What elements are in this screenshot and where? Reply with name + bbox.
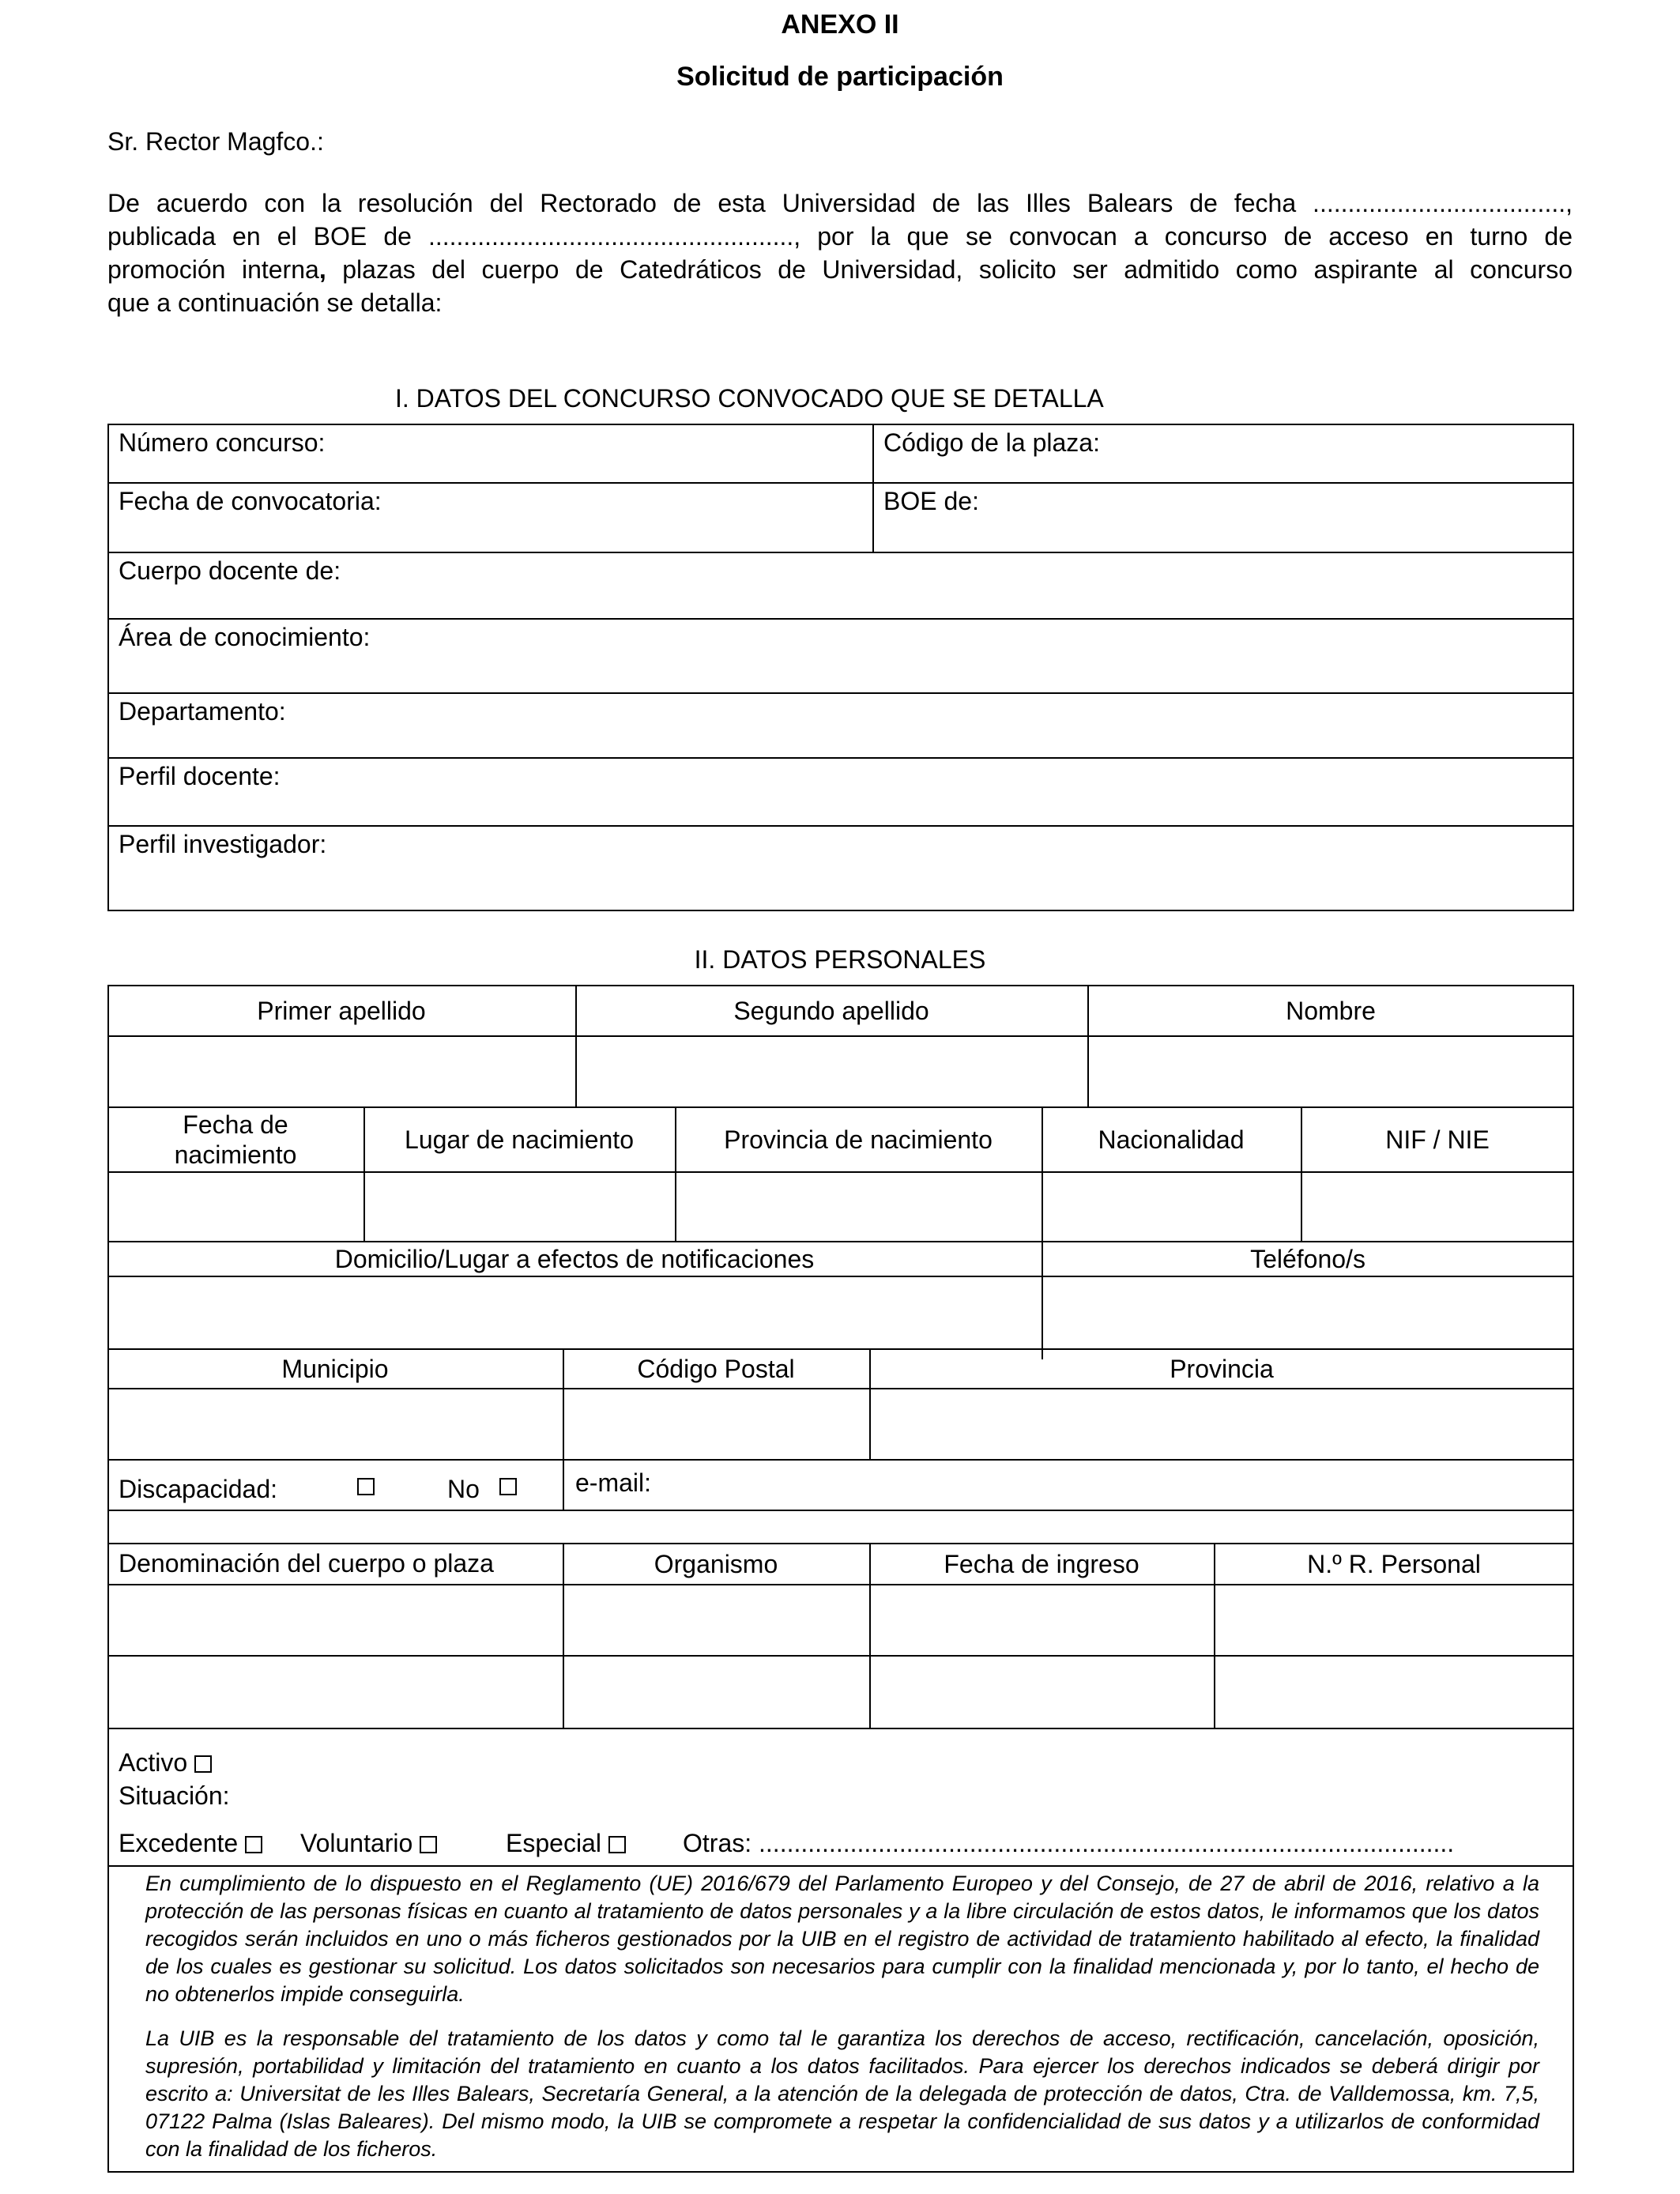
nro-personal-input-1[interactable] <box>1215 1585 1573 1653</box>
departamento-field[interactable]: Departamento: <box>119 697 286 726</box>
fecha-ingreso-input-1[interactable] <box>871 1585 1212 1653</box>
salutation: Sr. Rector Magfco.: <box>107 127 324 156</box>
perfil-investigador-field[interactable]: Perfil investigador: <box>119 830 327 858</box>
organismo-input-1[interactable] <box>564 1585 868 1653</box>
nro-personal-header: N.º R. Personal <box>1307 1550 1481 1578</box>
codigo-postal-input[interactable] <box>564 1389 868 1457</box>
divider <box>107 552 1574 553</box>
form-subtitle: Solicitud de participación <box>676 62 1004 92</box>
fecha-ingreso-input-2[interactable] <box>871 1657 1212 1726</box>
denominacion-input-1[interactable] <box>109 1585 561 1653</box>
primer-apellido-input[interactable] <box>109 1037 574 1105</box>
municipio-header: Municipio <box>281 1355 389 1383</box>
telefono-header: Teléfono/s <box>1250 1245 1365 1273</box>
divider <box>872 424 874 553</box>
numero-concurso-field[interactable]: Número concurso: <box>119 428 326 457</box>
area-conocimiento-field[interactable]: Área de conocimiento: <box>119 623 371 651</box>
nro-personal-input-2[interactable] <box>1215 1657 1573 1726</box>
email-field[interactable]: e-mail: <box>575 1468 652 1497</box>
activo-option <box>119 1748 212 1777</box>
divider <box>107 482 1574 484</box>
section-1-title: I. DATOS DEL CONCURSO CONVOCADO QUE SE DETALLA <box>395 384 1104 413</box>
fecha-nacimiento-line-2: nacimiento <box>174 1140 297 1169</box>
organismo-header: Organismo <box>654 1550 778 1578</box>
divider <box>107 692 1574 694</box>
lugar-nacimiento-input[interactable] <box>365 1173 673 1239</box>
segundo-apellido-header: Segundo apellido <box>733 997 929 1025</box>
divider <box>563 1459 564 1510</box>
section-2-title: II. DATOS PERSONALES <box>694 945 986 974</box>
divider <box>107 1510 1574 1511</box>
provincia-nacimiento-input[interactable] <box>676 1173 1040 1239</box>
provincia-nacimiento-header: Provincia de nacimiento <box>724 1125 993 1154</box>
denominacion-input-2[interactable] <box>109 1657 561 1726</box>
especial-option <box>506 1829 626 1858</box>
nacionalidad-header: Nacionalidad <box>1098 1125 1245 1154</box>
telefono-input[interactable] <box>1043 1277 1573 1347</box>
legal-paragraph-2 <box>145 2025 1539 2163</box>
voluntario-label: Voluntario <box>300 1829 413 1857</box>
intro-line-3-c: plazas del cuerpo de Catedráticos de Universidad, solicito ser admitido como aspirante al concurso <box>326 255 1573 284</box>
denominacion-header: Denominación del cuerpo o plaza <box>119 1549 494 1578</box>
nacionalidad-input[interactable] <box>1043 1173 1299 1239</box>
nif-nie-header: NIF / NIE <box>1385 1125 1490 1154</box>
intro-line-2: publicada en el BOE de ...................................................., por la que se convocan a concurso de acceso en turno de <box>107 222 1573 251</box>
discapacidad-label: Discapacidad: <box>119 1475 277 1503</box>
activo-label: Activo <box>119 1748 188 1777</box>
organismo-input-2[interactable] <box>564 1657 868 1726</box>
provincia-input[interactable] <box>871 1389 1573 1457</box>
codigo-plaza-field[interactable]: Código de la plaza: <box>883 428 1100 457</box>
divider <box>107 825 1574 827</box>
divider <box>107 1459 1574 1461</box>
intro-line-1: De acuerdo con la resolución del Rectorado de esta Universidad de las Illes Balears de fecha ...................................., <box>107 189 1573 217</box>
voluntario-checkbox[interactable] <box>420 1836 437 1853</box>
intro-line-3-b: , <box>318 255 326 284</box>
perfil-docente-field[interactable]: Perfil docente: <box>119 762 281 790</box>
discapacidad-si-checkbox[interactable] <box>357 1478 375 1495</box>
legal-paragraph-1 <box>145 1870 1539 2008</box>
fecha-nacimiento-header <box>107 1108 363 1171</box>
lugar-nacimiento-header: Lugar de nacimiento <box>405 1125 634 1154</box>
fecha-ingreso-header: Fecha de ingreso <box>944 1550 1139 1578</box>
discapacidad-no-label: No <box>447 1475 480 1503</box>
fecha-nacimiento-line-1: Fecha de <box>183 1110 288 1139</box>
boe-field[interactable]: BOE de: <box>883 487 979 515</box>
excedente-option <box>119 1829 262 1858</box>
codigo-postal-header: Código Postal <box>637 1355 795 1383</box>
domicilio-header: Domicilio/Lugar a efectos de notificaciones <box>334 1245 815 1273</box>
intro-line-3 <box>107 253 1573 286</box>
especial-label: Especial <box>506 1829 601 1857</box>
divider <box>107 618 1574 620</box>
excedente-checkbox[interactable] <box>245 1836 262 1853</box>
fecha-convocatoria-field[interactable]: Fecha de convocatoria: <box>119 487 382 515</box>
voluntario-option <box>300 1829 437 1858</box>
divider <box>107 1728 1574 1729</box>
activo-checkbox[interactable] <box>194 1755 212 1773</box>
cuerpo-docente-field[interactable]: Cuerpo docente de: <box>119 556 341 585</box>
domicilio-input[interactable] <box>109 1277 1040 1347</box>
divider <box>107 1865 1574 1867</box>
provincia-header: Provincia <box>1170 1355 1274 1383</box>
intro-line-4: que a continuación se detalla: <box>107 288 443 317</box>
municipio-input[interactable] <box>109 1389 561 1457</box>
annex-title: ANEXO II <box>781 9 899 40</box>
intro-line-3-a: promoción interna <box>107 255 319 284</box>
legal-paragraph-2-text: La UIB es la responsable del tratamiento de los datos y como tal le garantiza los derechos de acceso, rectificación, cancelación, oposición, supresión, portabilidad y limitación del tratamiento en cuanto a los datos facilitados. Para ejercer los derechos indicados se deberá dirigir por escrito a: Universitat de les Illes Balears, Secretaría General, a la atención de la delegada de protección de datos, Ctra. de Valldemossa, km. 7,5, 07122 Palma (Islas Baleares). Del mismo modo, la UIB se compromete a respetar la confidencialidad de sus datos y a utilizarlos de conformidad con la finalidad de los ficheros. <box>145 2026 1539 2161</box>
situacion-label: Situación: <box>119 1781 230 1810</box>
nombre-header: Nombre <box>1286 997 1376 1025</box>
fecha-nacimiento-input[interactable] <box>109 1173 362 1239</box>
segundo-apellido-input[interactable] <box>577 1037 1086 1105</box>
primer-apellido-header: Primer apellido <box>257 997 426 1025</box>
especial-checkbox[interactable] <box>608 1836 626 1853</box>
excedente-label: Excedente <box>119 1829 239 1857</box>
nif-nie-input[interactable] <box>1302 1173 1573 1239</box>
divider <box>107 757 1574 759</box>
legal-paragraph-1-text: En cumplimiento de lo dispuesto en el Reglamento (UE) 2016/679 del Parlamento Europeo y del Consejo, de 27 de abril de 2016, relativo a la protección de las personas físicas en cuanto al tratamiento de datos personales y a la libre circulación de estos datos, le informamos que los datos recogidos serán incluidos en uno o más ficheros gestionados por la UIB en el registro de actividad de tratamiento habilitado al efecto, la finalidad de los cuales es gestionar su solicitud. Los datos solicitados son necesarios para cumplir con la finalidad mencionada y, por lo tanto, el hecho de no obtenerlos impide conseguirla. <box>145 1872 1539 2006</box>
otras-field[interactable]: Otras: ................................................................................................... <box>683 1829 1455 1857</box>
nombre-input[interactable] <box>1089 1037 1573 1105</box>
discapacidad-no-checkbox[interactable] <box>499 1478 517 1495</box>
